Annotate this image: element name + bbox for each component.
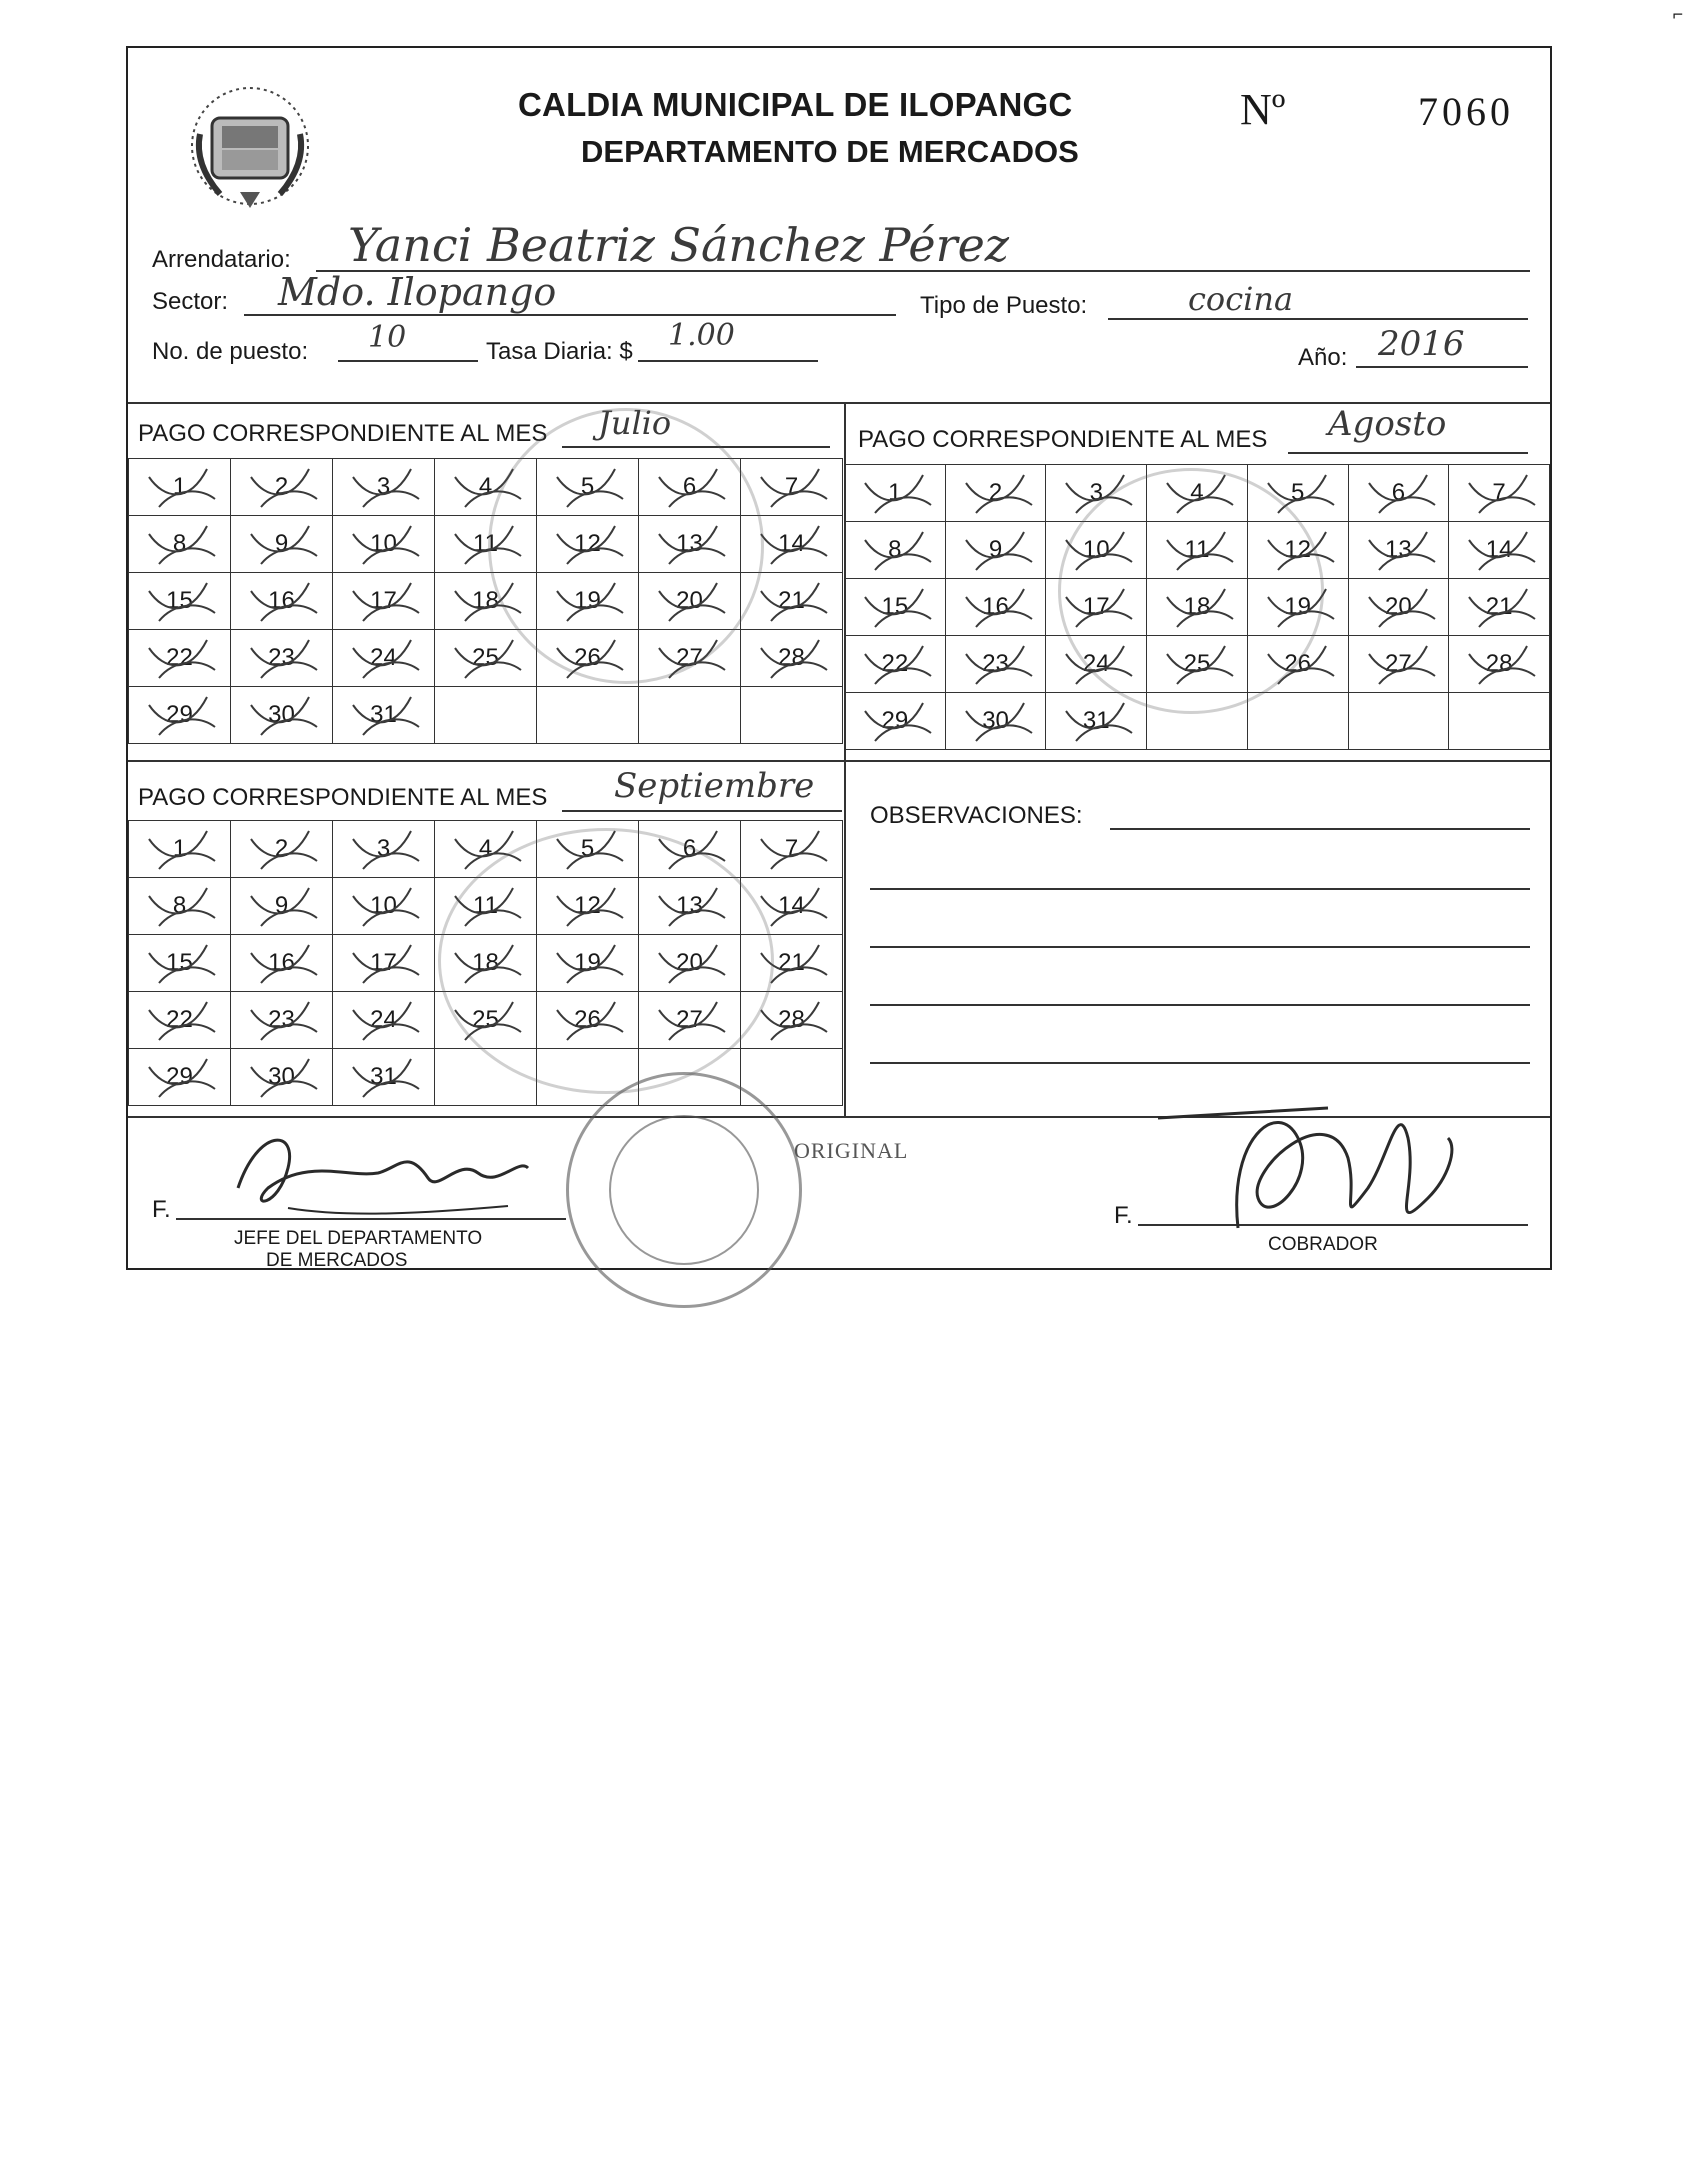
empty-cell xyxy=(1449,693,1550,750)
day-cell: 29 xyxy=(845,693,946,750)
day-cell: 8 xyxy=(129,516,231,573)
pago-label-month3: PAGO CORRESPONDIENTE AL MES xyxy=(138,784,548,811)
jefe-title-line1: JEFE DEL DEPARTAMENTO xyxy=(234,1228,483,1249)
check-mark-icon xyxy=(129,878,229,934)
day-cell: 8 xyxy=(845,522,946,579)
day-cell: 18 xyxy=(1147,579,1248,636)
check-mark-icon xyxy=(946,579,1046,635)
header-title: CALDIA MUNICIPAL DE ILOPANGC xyxy=(518,86,1073,123)
check-mark-icon xyxy=(845,465,945,521)
day-cell: 24 xyxy=(1046,636,1147,693)
sector-label: Sector: xyxy=(152,288,229,315)
jefe-signature-icon xyxy=(228,1118,548,1228)
day-cell: 21 xyxy=(741,935,843,992)
check-mark-icon xyxy=(231,1049,331,1105)
day-cell: 6 xyxy=(1348,465,1449,522)
day-cell: 13 xyxy=(639,516,741,573)
day-cell: 4 xyxy=(435,459,537,516)
day-cell: 15 xyxy=(845,579,946,636)
check-mark-icon xyxy=(231,459,331,515)
market-stamp-2 xyxy=(1058,468,1324,714)
day-cell: 31 xyxy=(333,687,435,744)
obs-line-4 xyxy=(870,1004,1530,1006)
empty-cell xyxy=(741,687,843,744)
day-cell: 31 xyxy=(333,1049,435,1106)
pago-label-month2: PAGO CORRESPONDIENTE AL MES xyxy=(858,426,1268,453)
day-cell: 2 xyxy=(945,465,1046,522)
day-cell: 13 xyxy=(639,878,741,935)
divider-middle xyxy=(128,760,1550,762)
anio-label: Año: xyxy=(1298,344,1348,371)
day-cell: 9 xyxy=(945,522,1046,579)
day-cell: 23 xyxy=(231,630,333,687)
day-cell: 5 xyxy=(537,459,639,516)
empty-cell xyxy=(435,687,537,744)
anio-line xyxy=(1356,366,1528,368)
day-cell: 21 xyxy=(1449,579,1550,636)
check-mark-icon xyxy=(741,821,841,877)
tipo-puesto-line xyxy=(1108,318,1528,320)
check-mark-icon xyxy=(231,878,331,934)
market-stamp-1 xyxy=(488,408,764,684)
day-cell: 30 xyxy=(231,687,333,744)
day-cell: 19 xyxy=(537,935,639,992)
tipo-puesto-label: Tipo de Puesto: xyxy=(920,292,1088,319)
check-mark-icon xyxy=(333,630,433,686)
page-corner-mark: ⌐ xyxy=(1672,4,1683,24)
day-cell: 16 xyxy=(231,935,333,992)
check-mark-icon xyxy=(1449,579,1549,635)
jefe-title-line2: DE MERCADOS xyxy=(266,1250,408,1271)
day-cell: 6 xyxy=(639,459,741,516)
day-cell: 14 xyxy=(741,516,843,573)
check-mark-icon xyxy=(1449,636,1549,692)
empty-cell xyxy=(1247,693,1348,750)
day-cell: 24 xyxy=(333,992,435,1049)
sector-line xyxy=(244,314,896,316)
check-mark-icon xyxy=(333,516,433,572)
day-cell: 19 xyxy=(1247,579,1348,636)
day-cell: 11 xyxy=(435,516,537,573)
f-right-label: F. xyxy=(1114,1202,1133,1229)
check-mark-icon xyxy=(231,573,331,629)
empty-cell xyxy=(1348,693,1449,750)
market-stamp-3 xyxy=(438,828,774,1094)
day-cell: 1 xyxy=(129,459,231,516)
divider-mid-vertical-2 xyxy=(844,760,846,1116)
day-cell: 14 xyxy=(741,878,843,935)
day-cell: 2 xyxy=(231,821,333,878)
check-mark-icon xyxy=(333,687,433,743)
day-cell: 3 xyxy=(333,459,435,516)
arrendatario-label: Arrendatario: xyxy=(152,246,291,273)
municipal-seal-icon xyxy=(180,74,320,224)
obs-line-1 xyxy=(1110,828,1530,830)
day-cell: 27 xyxy=(639,992,741,1049)
header-subtitle: DEPARTAMENTO DE MERCADOS xyxy=(581,134,1079,169)
check-mark-icon xyxy=(129,821,229,877)
day-cell: 5 xyxy=(537,821,639,878)
market-receipt-form xyxy=(126,46,1552,1270)
check-mark-icon xyxy=(129,573,229,629)
check-mark-icon xyxy=(333,821,433,877)
check-mark-icon xyxy=(845,579,945,635)
check-mark-icon xyxy=(231,821,331,877)
month2-value: Agosto xyxy=(1328,404,1447,444)
check-mark-icon xyxy=(333,573,433,629)
day-cell: 1 xyxy=(845,465,946,522)
day-cell: 23 xyxy=(945,636,1046,693)
day-cell: 4 xyxy=(435,821,537,878)
check-mark-icon xyxy=(129,992,229,1048)
check-mark-icon xyxy=(1449,465,1549,521)
check-mark-icon xyxy=(946,693,1046,749)
day-cell: 29 xyxy=(129,1049,231,1106)
check-mark-icon xyxy=(333,935,433,991)
day-cell: 11 xyxy=(1147,522,1248,579)
puesto-line xyxy=(338,360,478,362)
day-cell: 3 xyxy=(1046,465,1147,522)
check-mark-icon xyxy=(741,630,841,686)
day-cell: 5 xyxy=(1247,465,1348,522)
day-cell: 4 xyxy=(1147,465,1248,522)
f-left-label: F. xyxy=(152,1196,171,1223)
day-cell: 15 xyxy=(129,935,231,992)
day-cell: 12 xyxy=(537,878,639,935)
check-mark-icon xyxy=(129,630,229,686)
cobrador-signature-icon xyxy=(1148,1078,1478,1248)
month1-value: Julio xyxy=(598,404,672,442)
puesto-value: 10 xyxy=(368,320,407,355)
day-cell: 6 xyxy=(639,821,741,878)
check-mark-icon xyxy=(1349,522,1449,578)
check-mark-icon xyxy=(946,636,1046,692)
day-cell: 24 xyxy=(333,630,435,687)
day-cell: 28 xyxy=(741,992,843,1049)
day-cell: 29 xyxy=(129,687,231,744)
day-cell: 10 xyxy=(333,878,435,935)
day-cell: 20 xyxy=(639,935,741,992)
day-cell: 26 xyxy=(1247,636,1348,693)
check-mark-icon xyxy=(129,516,229,572)
check-mark-icon xyxy=(946,465,1046,521)
day-cell: 22 xyxy=(129,992,231,1049)
check-mark-icon xyxy=(231,935,331,991)
day-cell: 20 xyxy=(639,573,741,630)
alcaldia-seal-stamp xyxy=(566,1072,802,1308)
day-cell: 12 xyxy=(1247,522,1348,579)
obs-line-2 xyxy=(870,888,1530,890)
sector-value: Mdo. Ilopango xyxy=(278,270,557,314)
day-cell: 18 xyxy=(435,573,537,630)
day-cell: 25 xyxy=(435,630,537,687)
empty-cell xyxy=(639,687,741,744)
day-cell: 12 xyxy=(537,516,639,573)
day-cell: 18 xyxy=(435,935,537,992)
puesto-label: No. de puesto: xyxy=(152,338,309,365)
check-mark-icon xyxy=(946,522,1046,578)
anio-value: 2016 xyxy=(1378,324,1465,364)
day-cell: 25 xyxy=(435,992,537,1049)
check-mark-icon xyxy=(231,687,331,743)
obs-line-5 xyxy=(870,1062,1530,1064)
day-cell: 16 xyxy=(945,579,1046,636)
check-mark-icon xyxy=(129,687,229,743)
day-cell: 26 xyxy=(537,992,639,1049)
check-mark-icon xyxy=(231,630,331,686)
day-cell: 7 xyxy=(1449,465,1550,522)
day-cell: 31 xyxy=(1046,693,1147,750)
check-mark-icon xyxy=(435,630,535,686)
month3-value: Septiembre xyxy=(614,766,815,806)
day-cell: 20 xyxy=(1348,579,1449,636)
day-cell: 19 xyxy=(537,573,639,630)
pago-label-month1: PAGO CORRESPONDIENTE AL MES xyxy=(138,420,548,447)
day-cell: 17 xyxy=(1046,579,1147,636)
day-cell: 3 xyxy=(333,821,435,878)
check-mark-icon xyxy=(333,459,433,515)
check-mark-icon xyxy=(129,935,229,991)
day-cell: 23 xyxy=(231,992,333,1049)
day-cell: 27 xyxy=(1348,636,1449,693)
day-cell: 21 xyxy=(741,573,843,630)
original-mark: ORIGINAL xyxy=(794,1138,909,1163)
check-mark-icon xyxy=(333,992,433,1048)
day-cell: 17 xyxy=(333,573,435,630)
day-cell: 22 xyxy=(845,636,946,693)
day-cell: 8 xyxy=(129,878,231,935)
day-cell: 11 xyxy=(435,878,537,935)
day-cell: 9 xyxy=(231,878,333,935)
day-cell: 22 xyxy=(129,630,231,687)
check-mark-icon xyxy=(231,516,331,572)
day-cell: 7 xyxy=(741,821,843,878)
day-cell: 27 xyxy=(639,630,741,687)
check-mark-icon xyxy=(1349,636,1449,692)
tasa-line xyxy=(638,360,818,362)
tipo-puesto-value: cocina xyxy=(1188,280,1294,318)
day-cell: 10 xyxy=(1046,522,1147,579)
tasa-label: Tasa Diaria: $ xyxy=(486,338,633,365)
month3-line xyxy=(562,810,842,812)
day-cell: 7 xyxy=(741,459,843,516)
day-cell: 10 xyxy=(333,516,435,573)
day-cell: 2 xyxy=(231,459,333,516)
obs-line-3 xyxy=(870,946,1530,948)
receipt-number: 7060 xyxy=(1418,89,1514,134)
day-cell: 30 xyxy=(945,693,1046,750)
empty-cell xyxy=(537,687,639,744)
tasa-value: 1.00 xyxy=(668,318,735,353)
day-cell: 16 xyxy=(231,573,333,630)
month2-line xyxy=(1288,452,1528,454)
check-mark-icon xyxy=(231,992,331,1048)
cobrador-title: COBRADOR xyxy=(1268,1234,1378,1255)
check-mark-icon xyxy=(845,693,945,749)
check-mark-icon xyxy=(845,522,945,578)
day-cell: 1 xyxy=(129,821,231,878)
check-mark-icon xyxy=(1449,522,1549,578)
check-mark-icon xyxy=(129,1049,229,1105)
check-mark-icon xyxy=(333,878,433,934)
check-mark-icon xyxy=(333,1049,433,1105)
receipt-number-label: Nº xyxy=(1240,85,1286,134)
day-cell: 28 xyxy=(741,630,843,687)
day-cell: 25 xyxy=(1147,636,1248,693)
arrendatario-value: Yanci Beatriz Sánchez Pérez xyxy=(348,218,1010,272)
check-mark-icon xyxy=(129,459,229,515)
check-mark-icon xyxy=(845,636,945,692)
day-cell: 30 xyxy=(231,1049,333,1106)
check-mark-icon xyxy=(1349,579,1449,635)
check-mark-icon xyxy=(1349,465,1449,521)
day-cell: 26 xyxy=(537,630,639,687)
day-cell: 14 xyxy=(1449,522,1550,579)
observaciones-label: OBSERVACIONES: xyxy=(870,802,1083,829)
day-cell: 17 xyxy=(333,935,435,992)
day-cell: 9 xyxy=(231,516,333,573)
day-cell: 28 xyxy=(1449,636,1550,693)
day-cell: 13 xyxy=(1348,522,1449,579)
day-cell: 15 xyxy=(129,573,231,630)
